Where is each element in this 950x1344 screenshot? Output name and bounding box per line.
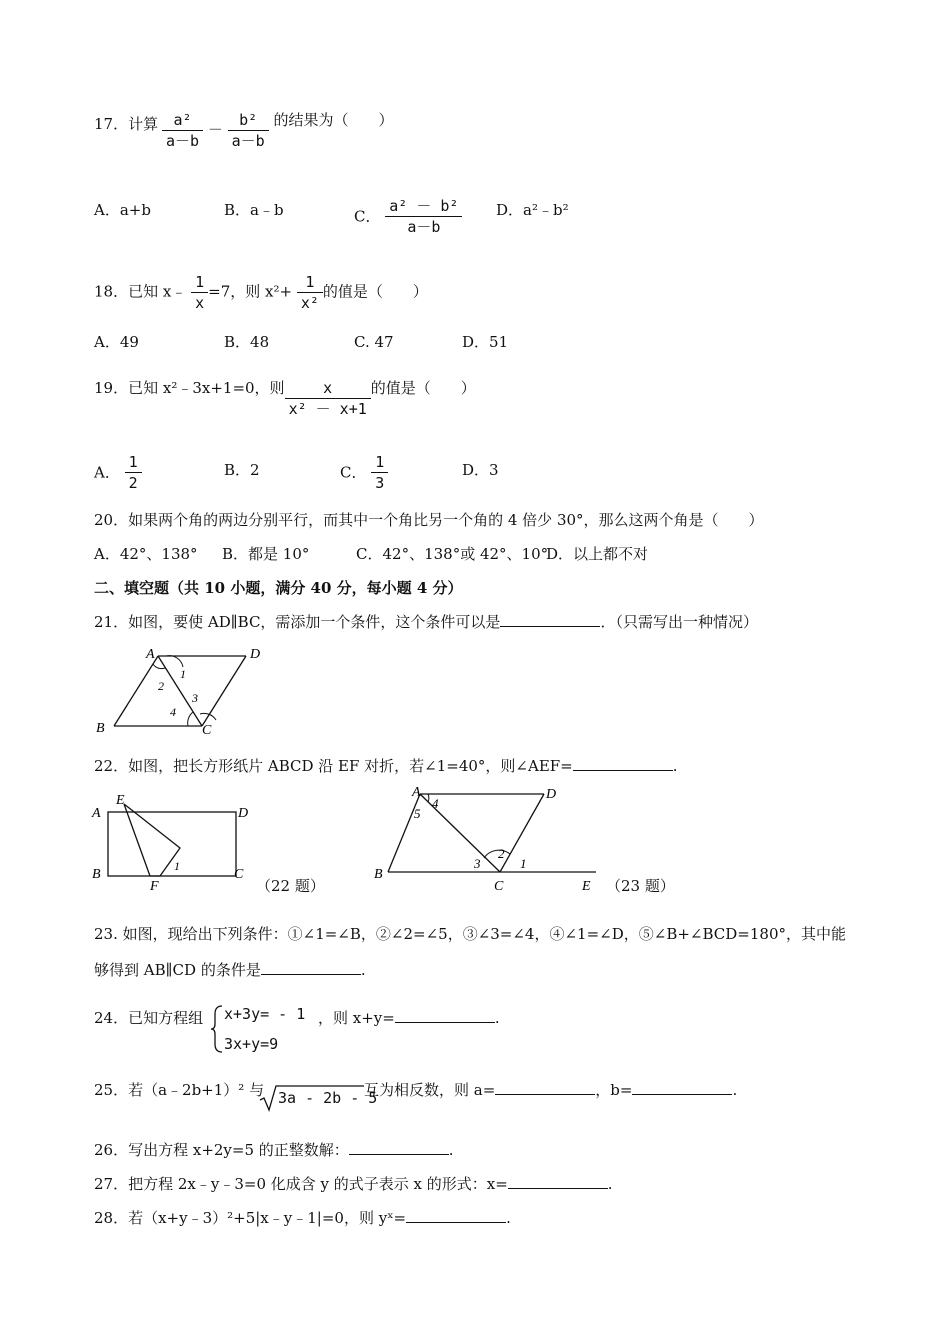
q20-stem: 20．如果两个角的两边分别平行，而其中一个角比另一个角的 4 倍少 30°，那么这两个角是（ ） [94,511,764,529]
q25-answer-b-blank[interactable] [632,1080,732,1095]
q21-label-d: D [250,647,261,662]
q25-answer-a-blank[interactable] [495,1080,595,1095]
q22-caption: （22 题） [256,877,325,895]
q21-angle-1: 1 [180,667,186,681]
q23-angle-1: 1 [520,856,527,871]
q19-option-b: B．2 [224,461,260,479]
q25-stem: 25．若（a﹣2b+1）² 与 [94,1081,265,1099]
q23-angle-4: 4 [432,796,439,811]
q23-figure [370,782,610,894]
q18-option-b: B．48 [224,333,270,351]
q24-tail: ，则 x+y= . [318,1009,500,1027]
q22-stem: 22．如图，把长方形纸片 ABCD 沿 EF 对折，若∠1=40°，则∠AEF= . [94,757,678,775]
q27-answer-blank[interactable] [508,1174,608,1189]
q17-option-a: A．a+b [94,201,151,219]
q22-figure [90,790,260,894]
q22-label-a: A [92,806,101,821]
q22-label-d: D [238,806,249,821]
q26-stem: 26．写出方程 x+2y=5 的正整数解： . [94,1141,454,1159]
q23-label-d: D [546,787,557,802]
q19-option-c: C． $\frac{1}{3}$ [340,452,388,493]
q22-label-f: F [150,879,159,894]
q24-equation-2: 3x+y=9 [224,1035,279,1053]
q28-answer-blank[interactable] [406,1208,506,1223]
q21-label-c: C [202,723,212,736]
q23-label-e: E [582,879,591,894]
q23-stem-line1: 23. 如图，现给出下列条件：①∠1=∠B，②∠2=∠5，③∠3=∠4，④∠1=∠D，⑤∠B+∠BCD=180°，其中能 [94,925,846,943]
q22-label-c: C [234,867,244,882]
q23-angle-3: 3 [474,856,481,871]
q23-label-a: A [412,785,421,800]
q17-option-c: C． $\frac{\text{a² － b²}}{a-b}$ [354,196,462,237]
q23-caption: （23 题） [606,877,675,895]
q20-option-a: A．42°、138° [94,545,198,563]
q23-angle-5: 5 [414,806,421,821]
q17-option-d: D．a²﹣b² [496,201,569,219]
q22-answer-blank[interactable] [573,756,673,771]
q24-stem: 24．已知方程组 [94,1009,204,1027]
q17-option-b: B．a﹣b [224,201,284,219]
q21-angle-2: 2 [158,679,164,693]
q21-label-b: B [96,721,105,736]
q24-brace [210,1004,224,1054]
q19-option-a: A． $\frac{1}{2}$ [94,452,142,493]
q17-fraction-1: $\frac{\text{a²}}{a-b}$ － $\frac{\text{b²}}{a-b}$ 的结果为（ ） [162,110,394,151]
q21-angle-4: 4 [170,705,176,719]
q20-option-c: C．42°、138°或 42°、10° [356,545,549,563]
q18-option-c: C. 47 [354,333,394,351]
q22-label-e: E [116,793,125,808]
q18-option-a: A．49 [94,333,139,351]
q25-tail: 互为相反数，则 a= ，b= . [364,1081,738,1099]
q21-stem: 21．如图，要使 AD∥BC，需添加一个条件，这个条件可以是 ．（只需写出一种情况） [94,613,758,631]
q22-label-b: B [92,867,101,882]
q23-angle-2: 2 [498,846,505,861]
q23-label-b: B [374,867,383,882]
q17-stem: 17．计算 [94,115,159,133]
q21-angle-3: 3 [192,691,198,705]
q18-stem: 18．已知 x﹣ $\frac{1}{x}$ =7，则 x²+ $\frac{1}{\text{x²}}$ 的值是（ ） [94,273,428,312]
q24-answer-blank[interactable] [395,1008,495,1023]
q23-label-c: C [494,879,504,894]
q28-stem: 28．若（x+y﹣3）²+5|x﹣y﹣1|=0，则 yˣ= . [94,1209,511,1227]
q21-answer-blank[interactable] [500,612,600,627]
q26-answer-blank[interactable] [349,1140,449,1155]
q21-label-a: A [146,647,155,662]
q21-figure [90,640,270,736]
q23-stem-line2: 够得到 AB∥CD 的条件是 . [94,961,366,979]
q22-angle-1: 1 [174,859,180,873]
q18-option-d: D．51 [462,333,509,351]
q23-answer-blank[interactable] [261,960,361,975]
q27-stem: 27．把方程 2x﹣y﹣3=0 化成含 y 的式子表示 x 的形式：x= . [94,1175,613,1193]
q20-option-b: B．都是 10° [222,545,310,563]
q25-radicand: 3a - 2b - 5 [278,1089,378,1107]
q24-equation-1: x+3y= - 1 [224,1005,306,1023]
q19-stem: 19．已知 x²﹣3x+1=0，则 $\frac{x}{\text{x² － x+1}}$ 的值是（ ） [94,379,476,418]
q20-option-d: D．以上都不对 [546,545,649,563]
section-heading: 二、填空题（共 10 小题，满分 40 分，每小题 4 分） [94,579,463,597]
q19-option-d: D．3 [462,461,499,479]
